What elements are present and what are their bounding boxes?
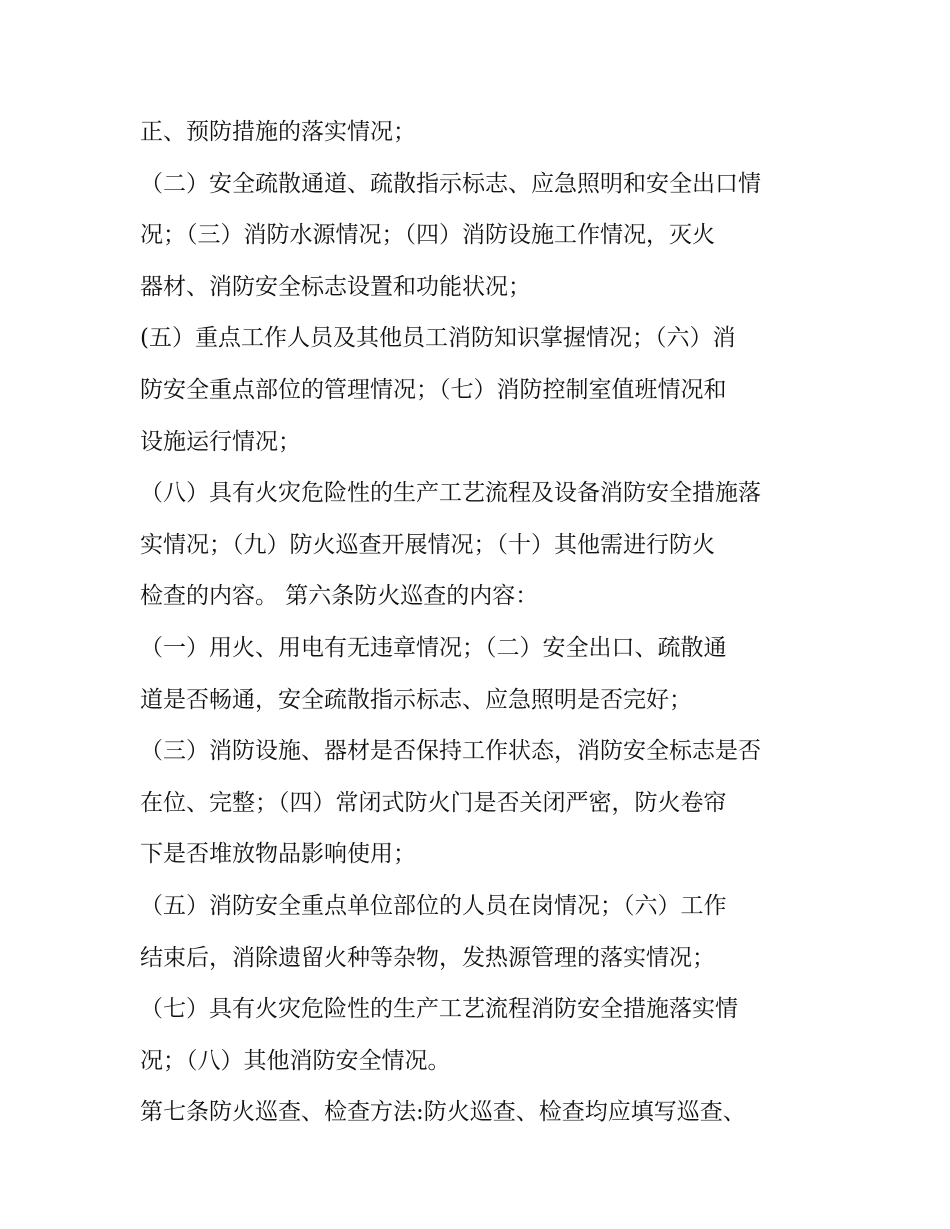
text-line: （七）具有火灾危险性的生产工艺流程消防安全措施落实情: [140, 996, 738, 1023]
document-body: [140, 107, 820, 1139]
text-line: (五）重点工作人员及其他员工消防知识掌握情况；（六）消: [140, 325, 736, 352]
text-line: （二）安全疏散通道、疏散指示标志、应急照明和安全出口情: [140, 170, 761, 197]
text-line: （五）消防安全重点单位部位的人员在岗情况；（六）工作: [140, 892, 727, 919]
text-line: 况；（三）消防水源情况；（四）消防设施工作情况，灭火: [140, 222, 715, 249]
text-line: 下是否堆放物品影响使用；: [140, 841, 416, 868]
text-line: 防安全重点部位的管理情况；（七）消防控制室值班情况和: [140, 376, 727, 403]
text-line: 正、预防措施的落实情况；: [140, 119, 416, 145]
text-line: （三）消防设施、器材是否保持工作状态，消防安全标志是否: [140, 738, 761, 765]
text-line: 况；（八）其他消防安全情况。: [140, 1047, 451, 1074]
text-line: 实情况；（九）防火巡查开展情况；（十）其他需进行防火: [140, 531, 715, 558]
text-line: （一）用火、用电有无违章情况；（二）安全出口、疏散通: [140, 634, 727, 661]
text-line: 设施运行情况；: [140, 428, 301, 455]
text-line: 在位、完整；（四）常闭式防火门是否关闭严密，防火卷帘: [140, 789, 727, 816]
text-line: （八）具有火灾危险性的生产工艺流程及设备消防安全措施落: [140, 480, 761, 507]
text-line: 第七条防火巡查、检查方法:防火巡查、检查均应填写巡查、: [140, 1099, 746, 1126]
text-line: 检查的内容。 第六条防火巡查的内容：: [140, 583, 539, 610]
text-line: 道是否畅通，安全疏散指示标志、应急照明是否完好；: [140, 686, 692, 713]
text-line: 器材、消防安全标志设置和功能状况；: [140, 273, 531, 300]
text-line: 结束后，消除遗留火种等杂物，发热源管理的落实情况；: [140, 944, 715, 971]
